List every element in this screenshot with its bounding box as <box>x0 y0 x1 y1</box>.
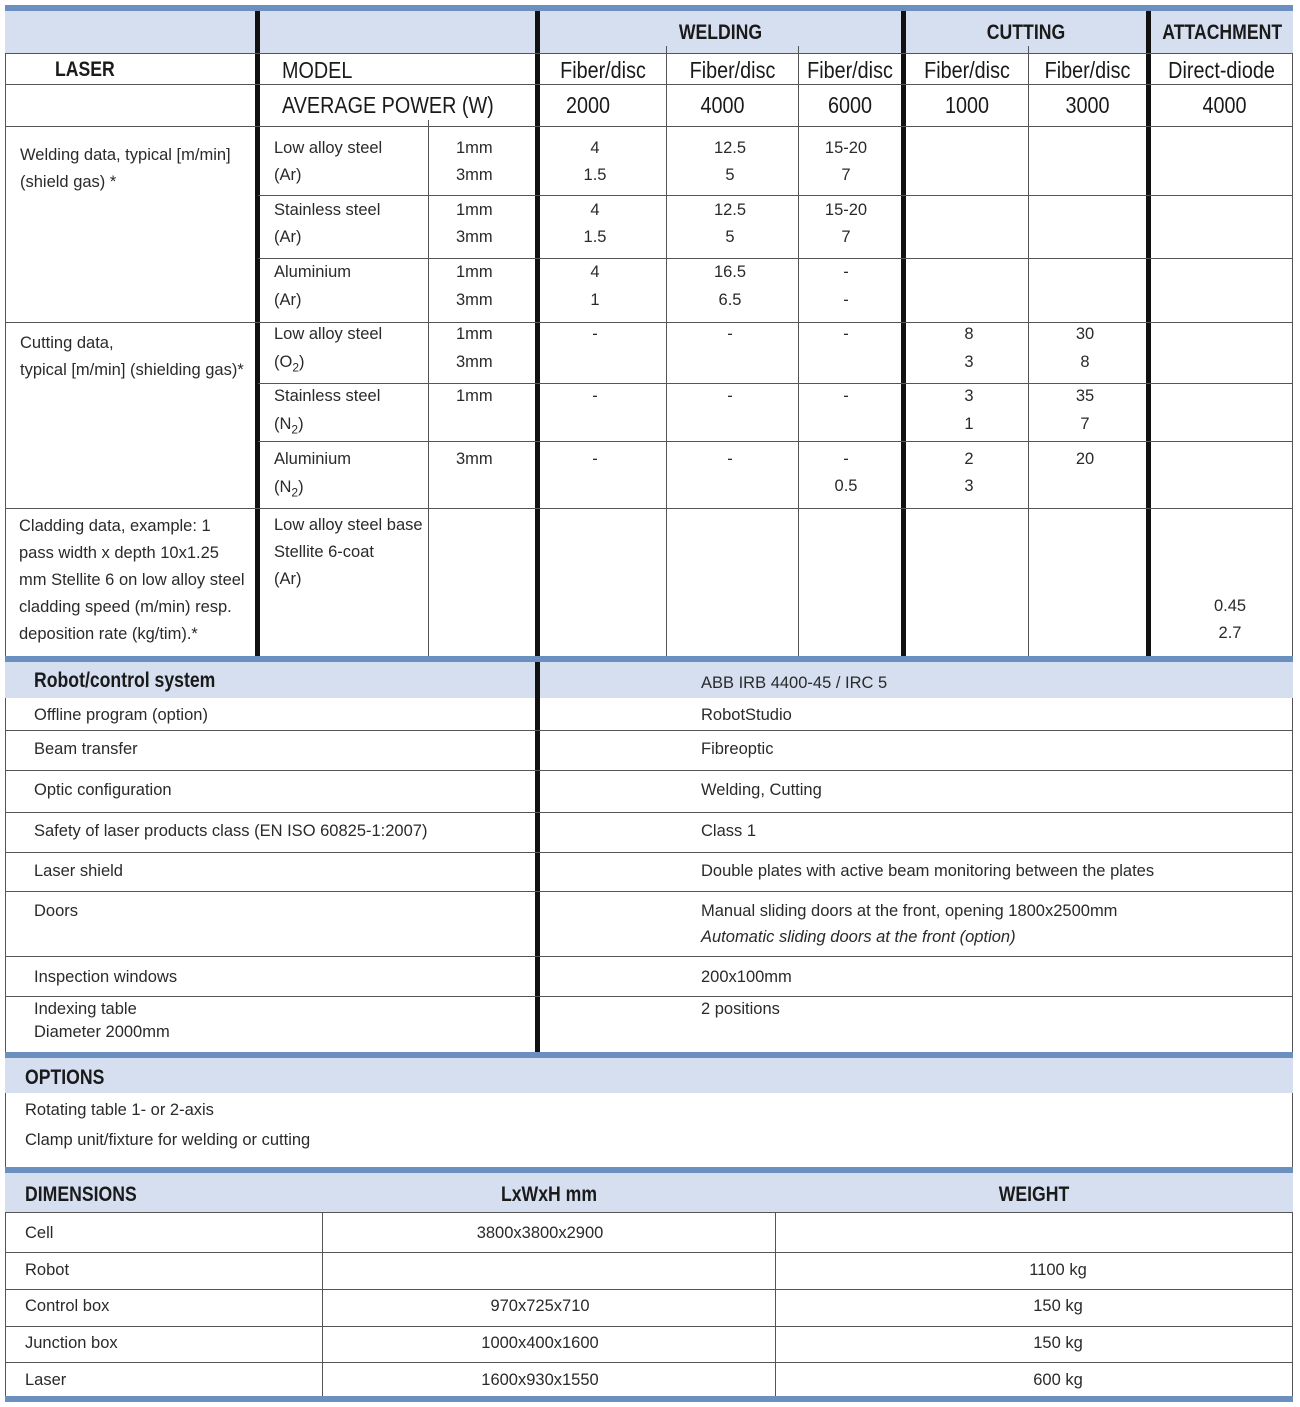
weight: 600 kg <box>1033 1371 1083 1389</box>
value: 1.5 <box>583 166 607 184</box>
dim-hline-2 <box>5 1289 1293 1290</box>
dimensions-title: DIMENSIONS <box>25 1183 137 1206</box>
cladding-deposition: 2.7 <box>1218 624 1242 642</box>
value: 8 <box>1080 353 1090 371</box>
hline-9 <box>5 508 1293 509</box>
cladding-label-4: cladding speed (m/min) resp. <box>19 598 232 616</box>
item: Robot <box>25 1261 70 1279</box>
gas-sub: 2 <box>291 422 299 437</box>
value: 35 <box>1075 387 1095 405</box>
cladding-label-2: pass width x depth 10x1.25 <box>19 544 219 562</box>
robot-divider <box>535 662 540 1052</box>
laser-label: LASER <box>55 58 115 81</box>
divider-welding-cutting <box>901 11 906 656</box>
hline-2 <box>5 84 1293 85</box>
gas-pre: (N <box>274 478 292 496</box>
value: - <box>727 325 733 343</box>
value: 3 <box>964 477 974 495</box>
gas-post: ) <box>299 353 305 371</box>
value: 7 <box>1080 415 1090 433</box>
gas: (Ar) <box>274 291 302 309</box>
cladding-label-5: deposition rate (kg/tim).* <box>19 625 198 643</box>
thickness: 3mm <box>456 166 493 184</box>
model-col-6: Direct-diode <box>1168 57 1275 83</box>
size: 1000x400x1600 <box>481 1334 599 1352</box>
value: 1.5 <box>583 228 607 246</box>
value: 4 <box>590 139 600 157</box>
item: Control box <box>25 1297 110 1315</box>
label: Beam transfer <box>34 740 138 758</box>
cladding-material-1: Low alloy steel base <box>274 516 423 534</box>
hline-1 <box>5 53 1293 54</box>
robot-hline-5 <box>5 891 1293 892</box>
robot-hline-1 <box>5 730 1293 731</box>
thickness: 3mm <box>456 353 493 371</box>
value: 3 <box>964 387 974 405</box>
vline-c2 <box>1028 46 1029 656</box>
size: 1600x930x1550 <box>481 1371 599 1389</box>
size: 970x725x710 <box>490 1297 590 1315</box>
robot-title: Robot/control system <box>34 669 216 692</box>
option-item-1: Rotating table 1- or 2-axis <box>25 1101 214 1119</box>
material: Stainless steel <box>274 201 381 219</box>
label: Safety of laser products class (EN ISO 60825-1:2007) <box>34 822 428 840</box>
value: - <box>592 387 598 405</box>
material: Aluminium <box>274 450 352 468</box>
dim-hline-4 <box>5 1362 1293 1363</box>
thickness: 1mm <box>456 201 493 219</box>
vline-left <box>5 53 6 656</box>
model-label: MODEL <box>282 57 353 83</box>
value: - <box>592 325 598 343</box>
cladding-label-3: mm Stellite 6 on low alloy steel <box>19 571 245 589</box>
label: Offline program (option) <box>34 706 208 724</box>
options-title: OPTIONS <box>25 1066 105 1089</box>
value: Manual sliding doors at the front, opening 1800x2500mm <box>701 902 1118 920</box>
robot-hline-3 <box>5 812 1293 813</box>
gas-post: ) <box>298 415 304 433</box>
value: 5 <box>725 228 735 246</box>
power-col-2: 4000 <box>700 92 745 118</box>
cladding-label-1: Cladding data, example: 1 <box>19 517 211 535</box>
power-col-1: 2000 <box>565 92 610 118</box>
label: Diameter 2000mm <box>34 1023 170 1041</box>
material: Low alloy steel <box>274 325 383 343</box>
divider-cutting-attachment <box>1146 11 1151 656</box>
model-col-1: Fiber/disc <box>560 57 646 83</box>
item: Laser <box>25 1371 67 1389</box>
vline-thickness <box>428 120 429 656</box>
gas-pre: (N <box>274 415 292 433</box>
power-col-4: 1000 <box>944 92 989 118</box>
value: 20 <box>1075 450 1095 468</box>
value: 15-20 <box>824 201 868 219</box>
gas-post: ) <box>298 478 304 496</box>
model-col-2: Fiber/disc <box>689 57 776 83</box>
value: Double plates with active beam monitoring between the plates <box>701 862 1155 880</box>
value: 0.5 <box>834 477 858 495</box>
robot-hline-2 <box>5 770 1293 771</box>
value: 30 <box>1075 325 1095 343</box>
robot-right <box>1292 698 1293 1052</box>
label: Doors <box>34 902 79 920</box>
value: 1 <box>964 415 974 433</box>
gas: (Ar) <box>274 166 302 184</box>
thickness: 3mm <box>456 291 493 309</box>
item: Junction box <box>25 1334 118 1352</box>
power-col-5: 3000 <box>1065 92 1110 118</box>
size: 3800x3800x2900 <box>476 1224 604 1242</box>
value: Class 1 <box>701 822 757 840</box>
dim-hline-0 <box>5 1212 1293 1213</box>
thickness: 1mm <box>456 325 493 343</box>
hline-5 <box>258 258 1293 259</box>
value: - <box>843 450 849 468</box>
value: Welding, Cutting <box>701 781 822 799</box>
gas: (Ar) <box>274 228 302 246</box>
value: - <box>727 450 733 468</box>
value: - <box>592 450 598 468</box>
hline-7 <box>258 383 1293 384</box>
thickness: 3mm <box>456 450 493 468</box>
label: Optic configuration <box>34 781 172 799</box>
vline-w3 <box>798 46 799 656</box>
value: 7 <box>841 228 851 246</box>
value: Fibreoptic <box>701 740 774 758</box>
label: Inspection windows <box>34 968 178 986</box>
divider-label-model <box>255 11 260 656</box>
dimensions-size-header: LxWxH mm <box>500 1183 598 1206</box>
cutting-label-2: typical [m/min] (shielding gas)* <box>20 361 244 379</box>
robot-hline-6 <box>5 956 1293 957</box>
robot-title-value: ABB IRB 4400-45 / IRC 5 <box>701 674 888 692</box>
thickness: 3mm <box>456 228 493 246</box>
value: - <box>843 291 849 309</box>
hline-3 <box>5 126 1293 127</box>
value-option: Automatic sliding doors at the front (option) <box>701 928 1016 946</box>
value: 3 <box>964 353 974 371</box>
weight: 1100 kg <box>1029 1261 1087 1279</box>
value: 16.5 <box>713 263 747 281</box>
value: 2 <box>964 450 974 468</box>
label: Laser shield <box>34 862 123 880</box>
welding-label-2: (shield gas) * <box>20 173 117 191</box>
divider-model-welding <box>535 11 540 656</box>
label: Indexing table <box>34 1000 137 1018</box>
options-right <box>1292 1093 1293 1167</box>
gas <box>274 411 304 443</box>
group-welding: WELDING <box>678 21 763 44</box>
hline-8 <box>258 441 1293 442</box>
value: - <box>843 263 849 281</box>
value: 8 <box>964 325 974 343</box>
item: Cell <box>25 1224 54 1242</box>
weight: 150 kg <box>1033 1334 1083 1352</box>
options-left <box>5 1093 6 1167</box>
cutting-label-1: Cutting data, <box>20 334 114 352</box>
gas <box>274 474 304 506</box>
weight: 150 kg <box>1033 1297 1083 1315</box>
value: 12.5 <box>713 201 747 219</box>
thickness: 1mm <box>456 139 493 157</box>
value: 4 <box>590 201 600 219</box>
value: 7 <box>841 166 851 184</box>
model-col-5: Fiber/disc <box>1044 57 1131 83</box>
dim-hline-3 <box>5 1326 1293 1327</box>
hline-4 <box>258 195 1293 196</box>
power-col-3: 6000 <box>827 92 872 118</box>
robot-left <box>5 698 6 1052</box>
robot-hline-7 <box>5 996 1293 997</box>
value: 12.5 <box>713 139 747 157</box>
value: 6.5 <box>718 291 742 309</box>
model-col-3: Fiber/disc <box>807 57 893 83</box>
gas-sub: 2 <box>292 360 300 375</box>
cladding-material-3: (Ar) <box>274 570 302 588</box>
dim-hline-1 <box>5 1252 1293 1253</box>
power-label: AVERAGE POWER (W) <box>282 92 494 118</box>
vline-right <box>1292 53 1293 656</box>
value: - <box>843 387 849 405</box>
value: 15-20 <box>824 139 868 157</box>
material: Aluminium <box>274 263 352 281</box>
value: - <box>727 387 733 405</box>
dim-left <box>5 1212 6 1396</box>
thickness: 1mm <box>456 387 493 405</box>
model-col-4: Fiber/disc <box>924 57 1010 83</box>
power-col-6: 4000 <box>1202 92 1247 118</box>
value: 4 <box>590 263 600 281</box>
value: 2 positions <box>701 1000 780 1018</box>
gas-sub: 2 <box>291 485 299 500</box>
value: 1 <box>590 291 600 309</box>
bottom-band <box>5 1396 1293 1402</box>
thickness: 1mm <box>456 263 493 281</box>
option-item-2: Clamp unit/fixture for welding or cutting <box>25 1131 311 1149</box>
value: 200x100mm <box>701 968 792 986</box>
robot-hline-4 <box>5 852 1293 853</box>
gas <box>274 349 305 381</box>
vline-w2 <box>666 46 667 656</box>
cladding-speed: 0.45 <box>1213 597 1247 615</box>
value: - <box>843 325 849 343</box>
gas-pre: (O <box>274 353 293 371</box>
welding-label-1: Welding data, typical [m/min] <box>20 146 231 164</box>
value: 5 <box>725 166 735 184</box>
options-header-fill <box>5 1058 1293 1093</box>
group-attachment: ATTACHMENT <box>1162 21 1283 44</box>
material: Low alloy steel <box>274 139 383 157</box>
dimensions-weight-header: WEIGHT <box>998 1183 1070 1206</box>
value: RobotStudio <box>701 706 792 724</box>
group-cutting: CUTTING <box>986 21 1066 44</box>
cladding-material-2: Stellite 6-coat <box>274 543 374 561</box>
material: Stainless steel <box>274 387 381 405</box>
